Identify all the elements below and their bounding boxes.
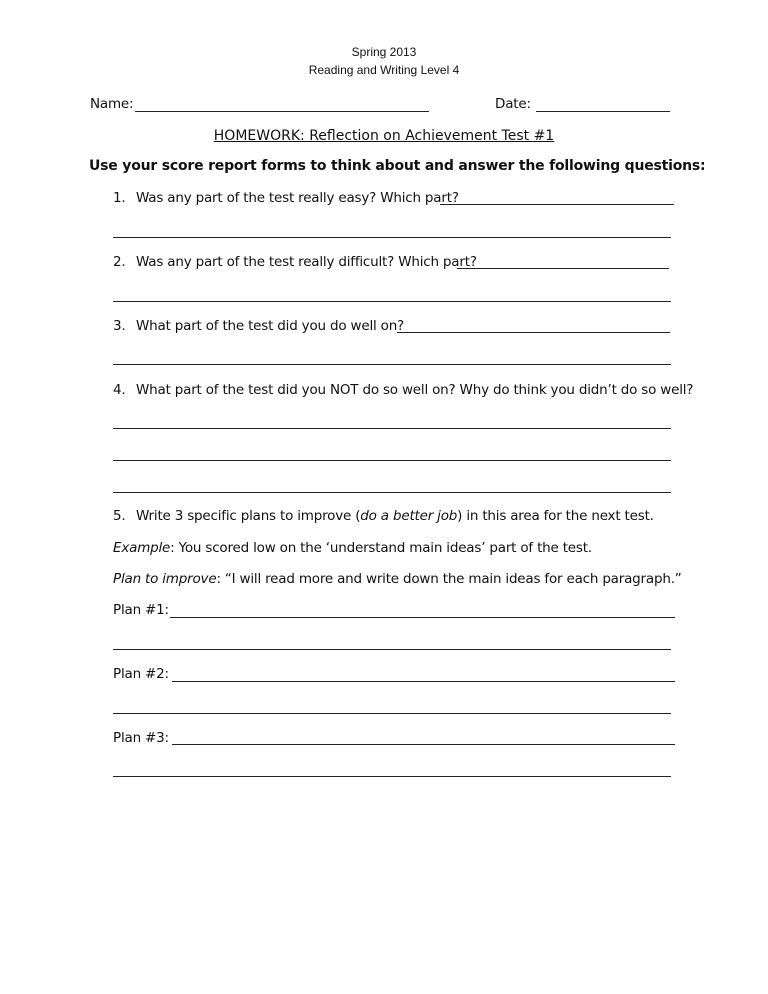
plan-1-field[interactable] xyxy=(170,617,675,618)
plan-1-label: Plan #1: xyxy=(113,602,169,618)
answer-line[interactable] xyxy=(113,364,671,365)
answer-line[interactable] xyxy=(113,428,671,429)
question-5-number: 5. xyxy=(113,508,126,524)
question-3-text: What part of the test did you do well on? xyxy=(136,318,405,334)
example-text: : You scored low on the ‘understand main ideas’ part of the test. xyxy=(170,540,592,556)
example-line xyxy=(113,540,592,556)
plan-example-text: : “I will read more and write down the main ideas for each paragraph.” xyxy=(216,571,682,587)
name-label: Name: xyxy=(90,96,134,112)
answer-line[interactable] xyxy=(440,204,674,205)
answer-line[interactable] xyxy=(113,492,671,493)
plan-example-label: Plan to improve xyxy=(113,571,217,587)
date-field[interactable] xyxy=(536,111,670,112)
example-label: Example xyxy=(113,540,171,556)
answer-line[interactable] xyxy=(113,776,671,777)
question-5-text: Write 3 specific plans to improve (do a better job) in this area for the next test. xyxy=(136,508,654,524)
question-2-text: Was any part of the test really difficult? Which part? xyxy=(136,254,477,270)
page-title: HOMEWORK: Reflection on Achievement Test #1 xyxy=(213,128,555,144)
answer-line[interactable] xyxy=(113,237,671,238)
plan-3-field[interactable] xyxy=(172,744,675,745)
question-1-number: 1. xyxy=(113,190,126,206)
header-course: Reading and Writing Level 4 xyxy=(308,63,460,77)
question-4-text: What part of the test did you NOT do so well on? Why do think you didn’t do so well? xyxy=(136,382,694,398)
question-3-number: 3. xyxy=(113,318,126,334)
answer-line[interactable] xyxy=(113,301,671,302)
plan-2-label: Plan #2: xyxy=(113,666,169,682)
plan-2-field[interactable] xyxy=(172,681,675,682)
question-4-number: 4. xyxy=(113,382,126,398)
instructions: Use your score report forms to think about and answer the following questions: xyxy=(89,158,706,174)
header-term: Spring 2013 xyxy=(351,45,417,59)
question-2-number: 2. xyxy=(113,254,126,270)
date-label: Date: xyxy=(495,96,531,112)
answer-line[interactable] xyxy=(457,268,669,269)
answer-line[interactable] xyxy=(397,332,670,333)
plan-3-label: Plan #3: xyxy=(113,730,169,746)
plan-example-line xyxy=(113,571,682,587)
name-field[interactable] xyxy=(135,111,429,112)
answer-line[interactable] xyxy=(113,460,671,461)
answer-line[interactable] xyxy=(113,649,671,650)
question-1-text: Was any part of the test really easy? Which part? xyxy=(136,190,459,206)
answer-line[interactable] xyxy=(113,713,671,714)
